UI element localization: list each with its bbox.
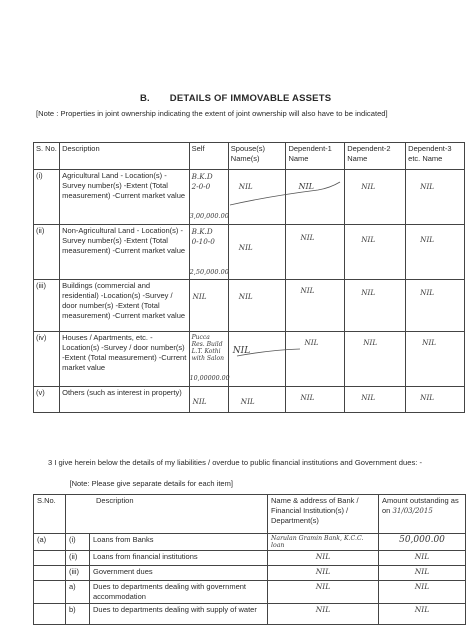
note-row: [34, 478, 466, 494]
handwritten-text: NIL: [192, 292, 207, 301]
table-row: [34, 580, 466, 603]
handwritten-text: NIL: [300, 233, 315, 242]
row-sno: (i): [34, 170, 60, 225]
table-row: [34, 550, 466, 565]
handwritten-amount: NIL: [379, 580, 466, 603]
pen-stroke: [230, 182, 340, 205]
section-heading: DETAILS OF IMMOVABLE ASSETS: [169, 93, 332, 104]
handwritten-text: with Salon: [191, 355, 224, 362]
handwritten-amount: NIL: [379, 603, 466, 624]
handwritten-text: NIL: [361, 288, 376, 297]
handwritten-text: NIL: [420, 182, 435, 191]
row-group: [34, 550, 66, 565]
row-sub: a): [66, 580, 90, 603]
row-sub: (i): [66, 533, 90, 550]
handwritten-text: NIL: [361, 393, 376, 402]
row-sno: (v): [34, 387, 60, 413]
handwritten-text: NIL: [240, 397, 255, 406]
handwritten-text: NIL: [298, 182, 314, 191]
handwritten-date: 31/03/2015: [392, 506, 433, 515]
handwritten-text: 3,00,000.00: [189, 212, 229, 220]
table-row: [34, 565, 466, 580]
handwritten-text: NIL: [192, 397, 207, 406]
handwritten-text: 0-10-0: [191, 237, 215, 246]
header-spouse: Spouse(s) Name(s): [228, 143, 286, 170]
handwritten-bank: NIL: [268, 603, 379, 624]
row-description: Non-Agricultural Land - Location(s) -Survey number(s) -Extent (Total measurement) -Current market value: [60, 225, 190, 280]
header-dependent-1: Dependent-1 Name: [286, 143, 345, 170]
row-sno: (iii): [34, 280, 60, 332]
handwritten-text: NIL: [420, 235, 435, 244]
handwritten-text: NIL: [361, 235, 376, 244]
handwritten-bank: NIL: [268, 565, 379, 580]
handwritten-amount: NIL: [379, 565, 466, 580]
row-sub: (ii): [66, 550, 90, 565]
row-group: [34, 603, 66, 624]
handwritten-amount: NIL: [379, 550, 466, 565]
header-self: Self: [189, 143, 228, 170]
handwritten-text: Res. Build: [191, 341, 223, 348]
row-sub: b): [66, 603, 90, 624]
header-bank: Name & address of Bank / Financial Institution(s) / Department(s): [268, 494, 379, 533]
header-dependent-3: Dependent-3 etc. Name: [406, 143, 465, 170]
header-sno: S. No.: [34, 143, 60, 170]
row-description: Loans from Banks: [90, 533, 268, 550]
section-note: [Note : Properties in joint ownership indicating the extent of joint ownership will also have to be indicated]: [36, 109, 388, 118]
handwritten-text: 2-0-0: [191, 182, 211, 191]
handwritten-text: NIL: [363, 338, 378, 347]
liabilities-intro: 3 I give herein below the details of my liabilities / overdue to public financial institutions and Government dues: -: [48, 458, 422, 467]
handwritten-text: B.K.D: [191, 227, 213, 236]
row-sno: (ii): [34, 225, 60, 280]
handwritten-text: NIL: [238, 243, 253, 252]
header-description: Description: [66, 494, 268, 533]
row-group: [34, 565, 66, 580]
handwritten-text: NIL: [420, 393, 435, 402]
header-sno: S.No.: [34, 494, 66, 533]
row-sub: (iii): [66, 565, 90, 580]
table-header-row: [34, 494, 466, 533]
row-group: [34, 580, 66, 603]
row-description: Others (such as interest in property): [60, 387, 190, 413]
handwritten-text: NIL: [420, 288, 435, 297]
handwritten-text: NIL: [422, 338, 437, 347]
header-description: Description: [60, 143, 190, 170]
handwritten-text: NIL: [361, 182, 376, 191]
handwritten-text: NIL: [232, 346, 251, 356]
handwritten-text: L.T. Kothi: [191, 348, 221, 355]
handwritten-bank: NIL: [268, 550, 379, 565]
handwritten-bank: NIL: [268, 580, 379, 603]
handwritten-text: B.K.D: [191, 172, 213, 181]
liabilities-table: [33, 478, 466, 625]
handwritten-text: NIL: [300, 286, 315, 295]
section-label: B.: [140, 93, 150, 104]
pen-stroke: [237, 349, 300, 356]
handwritten-text: Pucca: [191, 334, 210, 341]
row-description: Loans from financial institutions: [90, 550, 268, 565]
liabilities-note: [Note: Please give separate details for each item]: [69, 479, 233, 488]
handwritten-text: 10,00000.00: [189, 375, 230, 382]
handwritten-text: NIL: [238, 292, 253, 301]
row-description: Dues to departments dealing with government accommodation: [90, 580, 268, 603]
table-row: [34, 533, 466, 550]
row-description: Government dues: [90, 565, 268, 580]
row-group: (a): [34, 533, 66, 550]
row-description: Houses / Apartments, etc. -Location(s) -Survey / door number(s) -Extent (Total measurement) -Current market value: [60, 332, 190, 387]
handwritten-text: NIL: [300, 393, 315, 402]
table-row: [34, 603, 466, 624]
handwritten-text: NIL: [238, 182, 253, 191]
handwritten-amount: 50,000.00: [379, 533, 466, 550]
row-description: Dues to departments dealing with supply of water: [90, 603, 268, 624]
handwritten-bank: Narulan Gramin Bank, K.C.C. loan: [268, 533, 379, 550]
row-sno: (iv): [34, 332, 60, 387]
row-description: Buildings (commercial and residential) -Location(s) -Survey / door number(s) -Extent (Total measurement) -Current market value: [60, 280, 190, 332]
handwritten-text: 2,50,000.00: [189, 268, 229, 276]
header-amount-label: Amount outstanding as on: [382, 495, 459, 515]
header-amount: [379, 494, 466, 533]
row-description: Agricultural Land - Location(s) -Survey number(s) -Extent (Total measurement) -Current market value: [60, 170, 190, 225]
header-dependent-2: Dependent-2 Name: [345, 143, 406, 170]
handwritten-text: NIL: [304, 338, 319, 347]
